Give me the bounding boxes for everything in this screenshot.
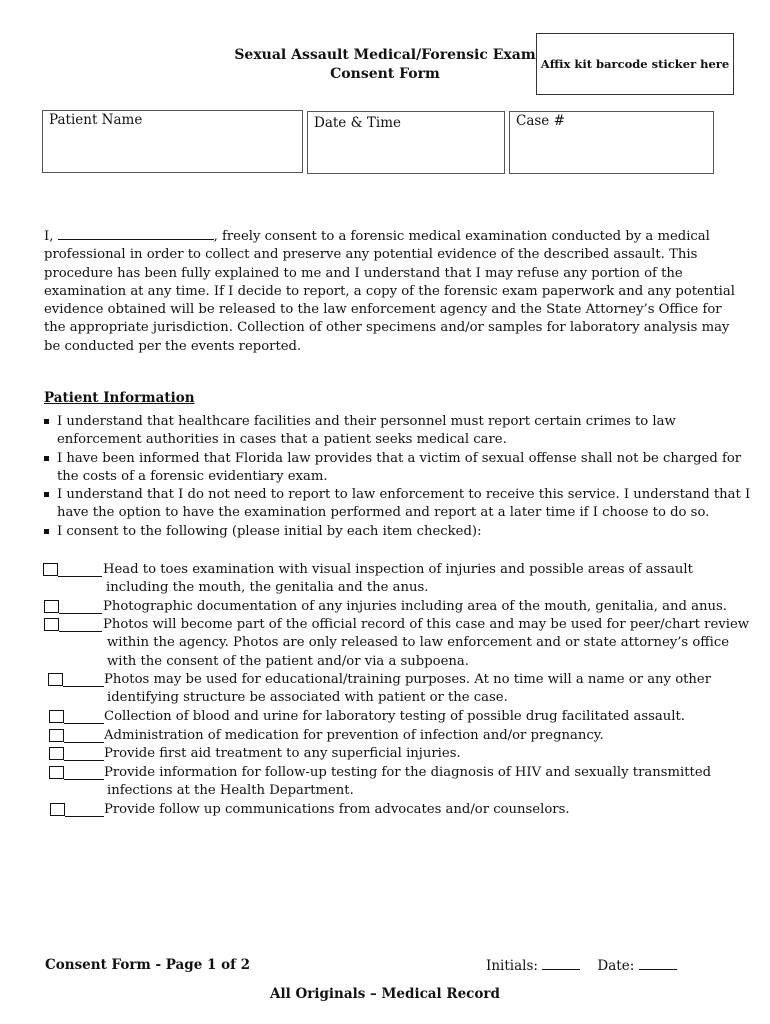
initials-blank[interactable] xyxy=(542,957,580,970)
bullet-line: I understand that healthcare facilities and their personnel must report certain crimes to law xyxy=(57,414,676,429)
consent-checkbox[interactable] xyxy=(49,710,64,723)
consent-line: be conducted per the events reported. xyxy=(44,338,302,354)
checklist-text: Head to toes examination with visual inspection of injuries and possible areas of assault xyxy=(103,562,693,577)
records-note: All Originals – Medical Record xyxy=(270,986,500,1002)
consent-line xyxy=(44,227,734,246)
consent-checkbox[interactable] xyxy=(44,618,59,631)
bullet-line: I understand that I do not need to report to law enforcement to receive this service. I understand that I xyxy=(57,487,751,503)
consent-line: the appropriate jurisdiction. Collection of other specimens and/or samples for laboratory analysis may xyxy=(44,320,730,336)
initial-line[interactable] xyxy=(64,779,104,780)
case-number-label: Case # xyxy=(516,113,565,129)
checklist-text: Provide first aid treatment to any superficial injuries. xyxy=(104,746,461,761)
checklist-text-cont: identifying structure be associated with patient or the case. xyxy=(107,690,508,706)
bullet-square-icon xyxy=(44,456,49,461)
form-title xyxy=(200,46,570,84)
patient-name-label: Patient Name xyxy=(49,112,143,128)
checklist-text-cont: infections at the Health Department. xyxy=(107,783,354,799)
page-label: Consent Form - Page 1 of 2 xyxy=(45,957,251,973)
consent-prefix: I, xyxy=(44,229,54,244)
consent-paragraph xyxy=(44,227,734,356)
bullet-item xyxy=(44,450,744,487)
checklist-text: Provide information for follow-up testing for the diagnosis of HIV and sexually transmitted xyxy=(104,765,712,780)
patient-info-heading: Patient Information xyxy=(44,390,195,406)
checklist-text: Administration of medication for prevention of infection and/or pregnancy. xyxy=(104,728,604,743)
initial-line[interactable] xyxy=(64,742,104,743)
patient-name-blank[interactable] xyxy=(58,227,214,240)
date-label: Date: xyxy=(597,958,635,974)
case-number-field[interactable] xyxy=(509,111,714,174)
bullet-item xyxy=(44,486,751,523)
barcode-label: Affix kit barcode sticker here xyxy=(540,57,730,71)
date-time-field[interactable] xyxy=(307,111,505,174)
initial-line[interactable] xyxy=(59,613,102,614)
bullet-line: I consent to the following (please initial by each item checked): xyxy=(57,523,482,539)
consent-checkbox[interactable] xyxy=(49,747,64,760)
initial-line[interactable] xyxy=(64,723,104,724)
initials-label: Initials: xyxy=(486,958,538,974)
consent-line: examination at any time. If I decide to report, a copy of the forensic exam paperwork and any potential xyxy=(44,283,735,299)
date-time-label: Date & Time xyxy=(314,115,401,131)
consent-checkbox[interactable] xyxy=(49,766,64,779)
consent-line: professional in order to collect and preserve any potential evidence of the described assault. This xyxy=(44,247,698,263)
checklist-text: Photos may be used for educational/training purposes. At no time will a name or any other xyxy=(104,672,712,687)
checklist-text-cont: including the mouth, the genitalia and the anus. xyxy=(106,580,429,596)
bullet-square-icon xyxy=(44,419,49,424)
consent-line: procedure has been fully explained to me and I understand that I may refuse any portion of the xyxy=(44,265,683,281)
bullet-square-icon xyxy=(44,492,49,497)
consent-checkbox[interactable] xyxy=(44,600,59,613)
checklist-text-cont: with the consent of the patient and/or via a subpoena. xyxy=(107,653,469,669)
checklist-text: Photographic documentation of any injuries including area of the mouth, genitalia, and anus. xyxy=(103,599,727,614)
initial-line[interactable] xyxy=(58,576,102,577)
consent-checkbox[interactable] xyxy=(49,729,64,742)
barcode-sticker-box xyxy=(536,33,734,95)
bullet-square-icon xyxy=(44,529,49,534)
initial-line[interactable] xyxy=(59,631,102,632)
patient-name-field[interactable] xyxy=(42,110,303,173)
bullet-item xyxy=(44,523,744,541)
patient-info-bullets xyxy=(44,413,751,541)
initials-date-line xyxy=(486,957,677,974)
bullet-line: enforcement authorities in cases that a patient seeks medical care. xyxy=(57,432,507,448)
form-title-line1: Sexual Assault Medical/Forensic Exam xyxy=(234,47,536,63)
bullet-line: I have been informed that Florida law provides that a victim of sexual offense shall not be charged for xyxy=(57,450,742,466)
initial-line[interactable] xyxy=(65,816,104,817)
form-title-line2: Consent Form xyxy=(330,66,440,82)
consent-line1-text: , freely consent to a forensic medical examination conducted by a medical xyxy=(213,229,710,244)
bullet-line: have the option to have the examination performed and report at a later time if I choose to do so. xyxy=(57,505,710,521)
checklist-text-cont: within the agency. Photos are only released to law enforcement and or state attorney’s office xyxy=(107,635,730,651)
consent-line: evidence obtained will be released to the law enforcement agency and the State Attorney’s Office for xyxy=(44,302,722,318)
consent-checkbox[interactable] xyxy=(50,803,65,816)
consent-checkbox[interactable] xyxy=(43,563,58,576)
checklist-text: Provide follow up communications from advocates and/or counselors. xyxy=(104,802,570,817)
initial-line[interactable] xyxy=(64,760,104,761)
checklist-text: Photos will become part of the official record of this case and may be used for peer/chart review xyxy=(103,617,750,632)
checklist-text: Collection of blood and urine for laboratory testing of possible drug facilitated assault. xyxy=(104,709,685,724)
initial-line[interactable] xyxy=(63,686,104,687)
consent-checkbox[interactable] xyxy=(48,673,63,686)
bullet-line: the costs of a forensic evidentiary exam. xyxy=(57,468,328,484)
bullet-item xyxy=(44,413,744,450)
date-blank[interactable] xyxy=(639,957,677,970)
